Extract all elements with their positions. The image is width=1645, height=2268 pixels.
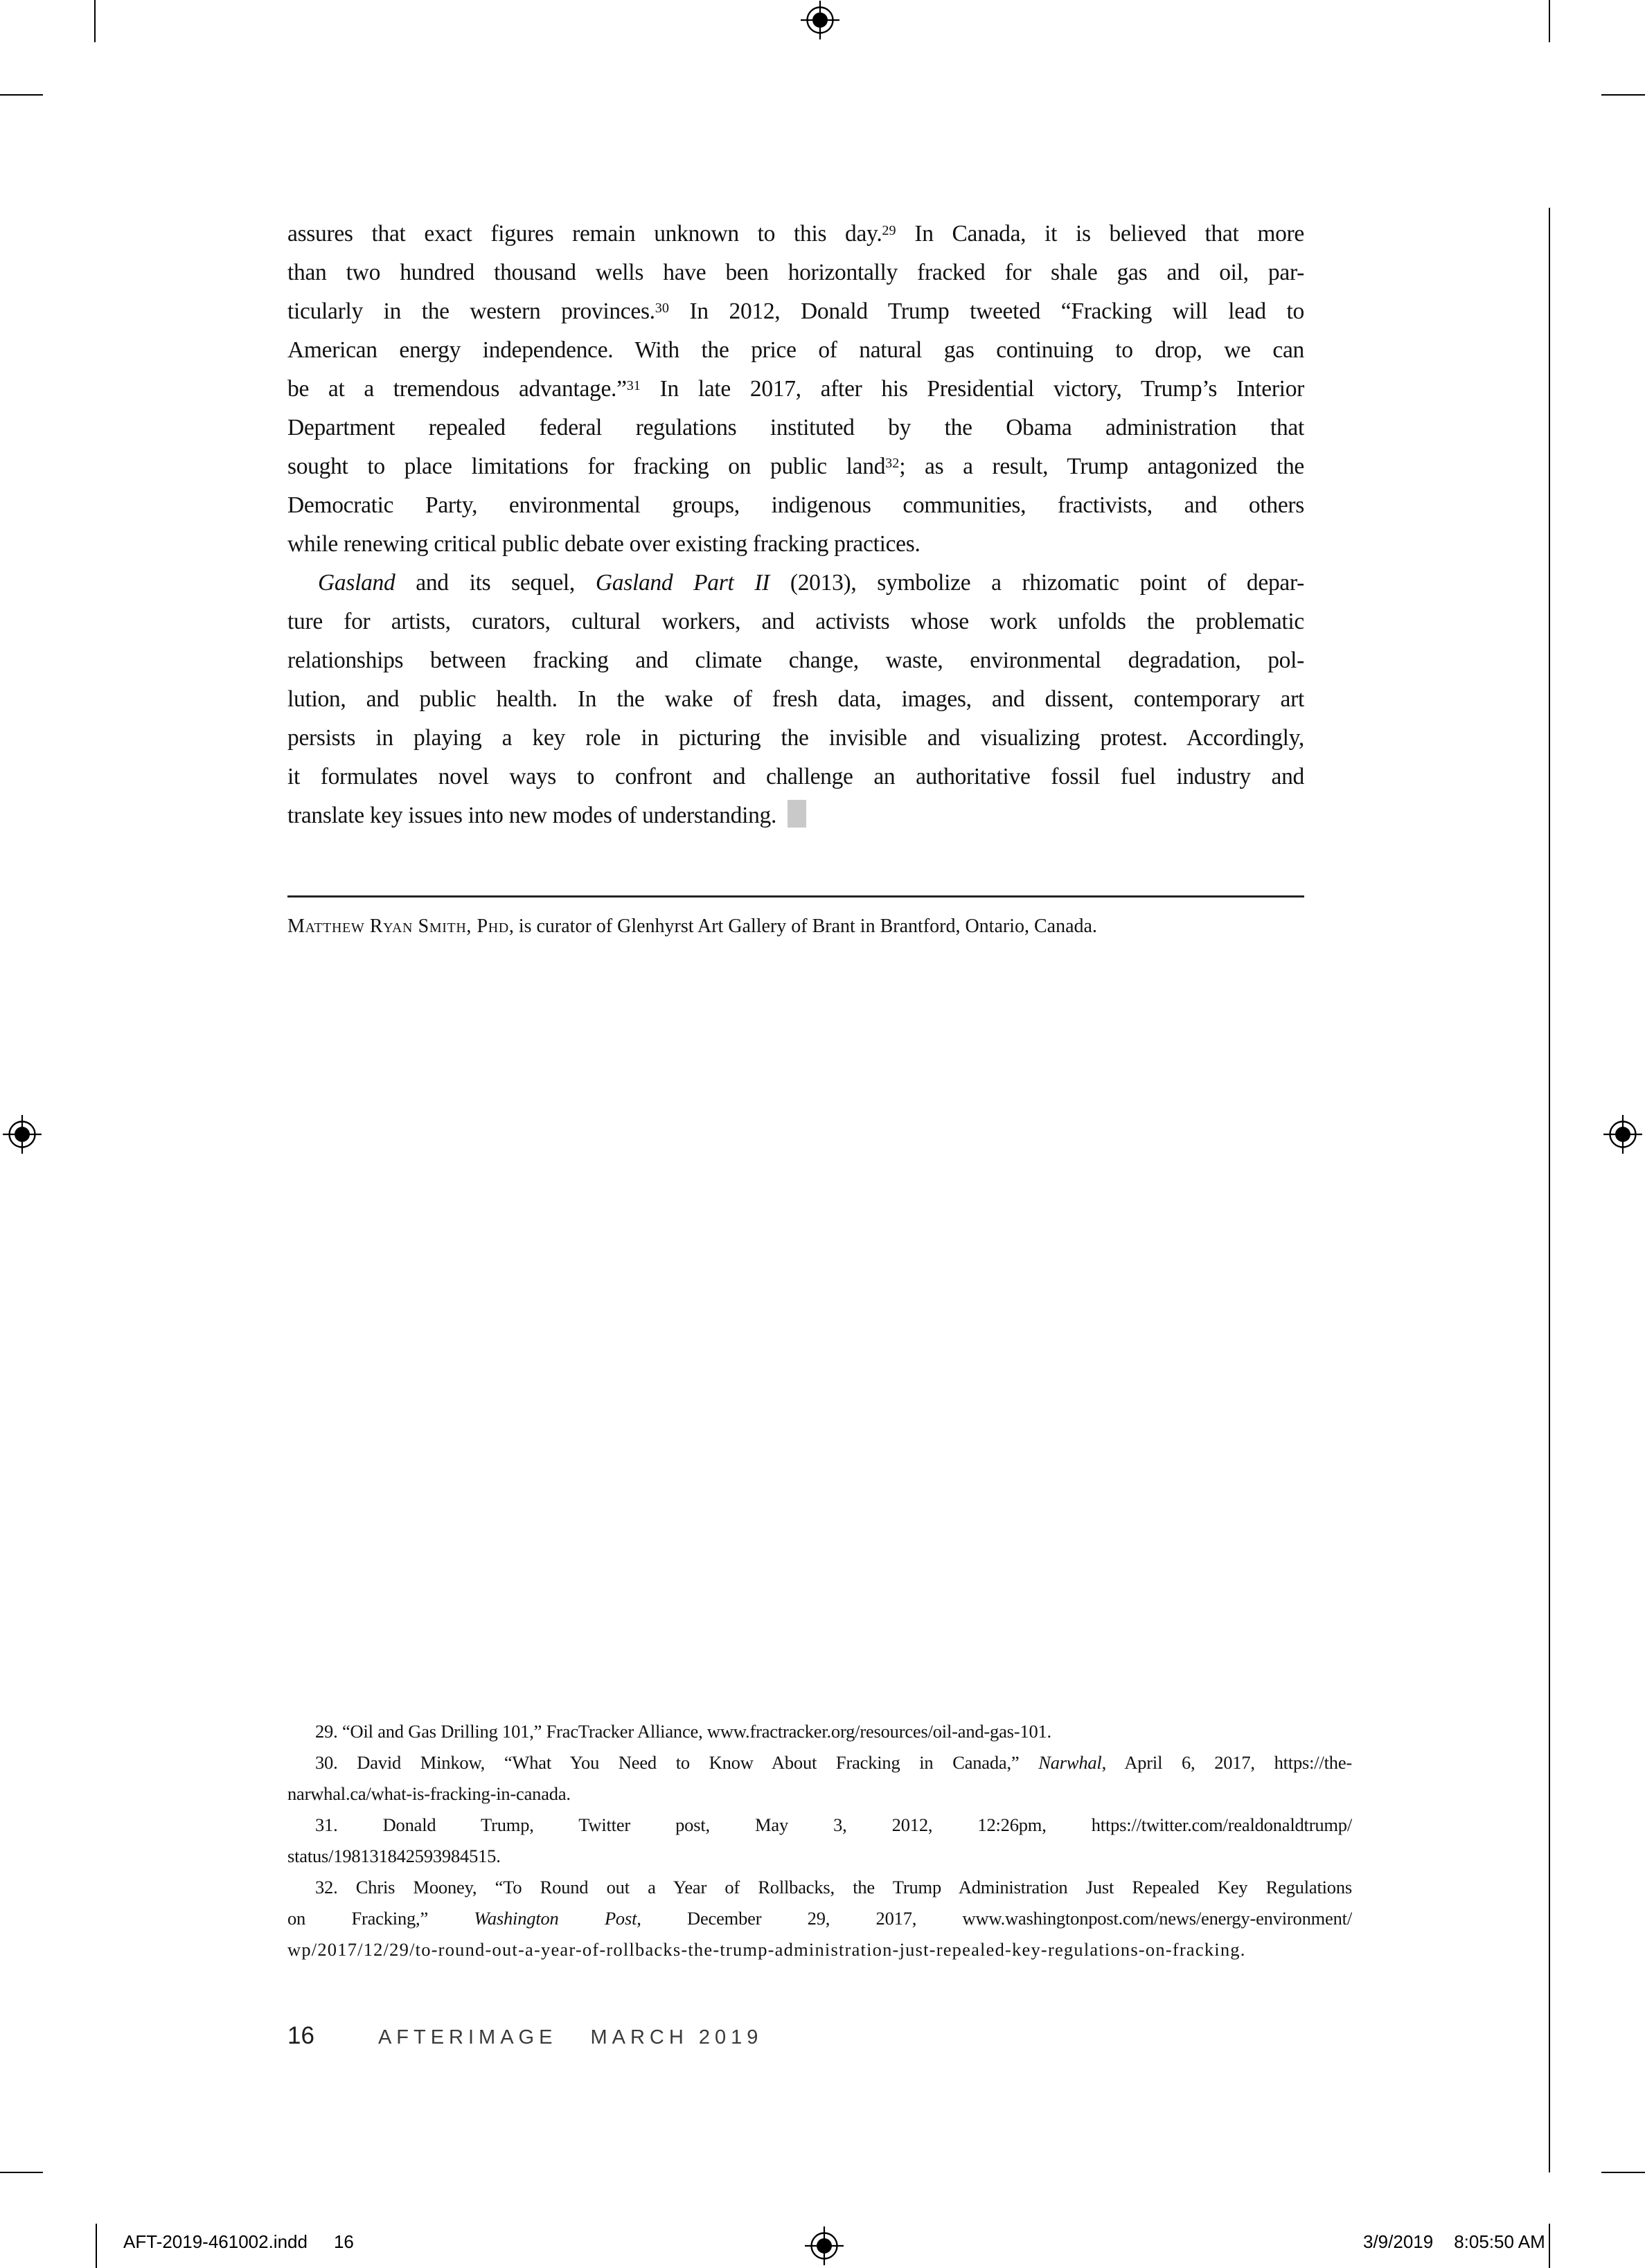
- text-run: be at a tremendous advantage.”: [287, 376, 627, 402]
- text-run: Department repealed federal regulations instituted by the Obama administration that: [287, 415, 1304, 440]
- text-line: [287, 907, 1304, 946]
- text-run: , December 29, 2017, www.washingtonpost.com/news/energy-environment/: [637, 1908, 1352, 1929]
- italic-text: Gasland Part II: [595, 570, 770, 596]
- magazine-name: AFTERIMAGE: [377, 2026, 558, 2048]
- text-run: ture for artists, curators, cultural workers, and activists whose work unfolds the problematic: [287, 609, 1304, 634]
- footnote-32: [287, 1872, 1352, 1965]
- text-run: it formulates novel ways to confront and challenge an authoritative fossil fuel industry and: [287, 764, 1304, 789]
- text-line: [287, 1934, 1352, 1965]
- text-run: lution, and public health. In the wake of fresh data, images, and dissent, contemporary art: [287, 686, 1304, 712]
- paragraph: [287, 564, 1304, 835]
- crop-mark-bottom-right-horizontal: [1601, 2172, 1645, 2173]
- text-line: [287, 1872, 1352, 1903]
- text-run: In Canada, it is believed that more: [896, 221, 1304, 247]
- bio-divider-rule: [287, 895, 1304, 898]
- text-run: 29. “Oil and Gas Drilling 101,” FracTracker Alliance, www.fractracker.org/resources/oil-and-gas-101.: [315, 1721, 1051, 1742]
- binding-edge-line: [1549, 208, 1550, 2172]
- footnote-ref: 29: [882, 222, 896, 238]
- text-line: [287, 641, 1304, 680]
- crop-mark-top-right-vertical: [1549, 0, 1550, 42]
- issue-date: MARCH 2019: [590, 2026, 763, 2048]
- smallcaps-text: Matthew Ryan Smith, Phd: [287, 916, 509, 937]
- text-run: relationships between fracking and climate change, waste, environmental degradation, pol-: [287, 648, 1304, 673]
- text-line: [287, 447, 1304, 486]
- article-body: [287, 215, 1304, 835]
- text-line: [287, 331, 1304, 370]
- end-of-article-marker-icon: [788, 800, 806, 828]
- text-run: narwhal.ca/what-is-fracking-in-canada.: [287, 1783, 571, 1804]
- text-line: [287, 370, 1304, 409]
- slug-time: 8:05:50 AM: [1454, 2231, 1545, 2252]
- text-run: sought to place limitations for fracking on public land: [287, 454, 886, 479]
- page-number: 16: [287, 2022, 314, 2049]
- text-run: persists in playing a key role in picturing the invisible and visualizing protest. Accordingly,: [287, 725, 1304, 751]
- italic-text: Narwhal: [1038, 1752, 1102, 1773]
- text-line: [287, 292, 1304, 331]
- registration-mark-icon: [3, 1115, 42, 1154]
- text-run: In 2012, Donald Trump tweeted “Fracking will lead to: [668, 298, 1304, 324]
- text-run: (2013), symbolize a rhizomatic point of depar-: [770, 570, 1304, 596]
- slug-line-right: [1363, 2231, 1545, 2253]
- footnotes-section: [287, 1716, 1352, 1965]
- slug-date: 3/9/2019: [1363, 2231, 1434, 2252]
- slug-page-number: 16: [333, 2231, 354, 2252]
- text-line: [287, 1716, 1352, 1747]
- slug-bracket-left: [96, 2224, 97, 2268]
- text-line: [287, 1903, 1352, 1934]
- text-run: assures that exact figures remain unknown to this day.: [287, 221, 882, 247]
- footnote-ref: 31: [626, 377, 641, 393]
- text-run: , is curator of Glenhyrst Art Gallery of Brant in Brantford, Ontario, Canada.: [508, 916, 1097, 937]
- registration-mark-icon: [1603, 1115, 1642, 1154]
- text-run: ticularly in the western provinces.: [287, 298, 655, 324]
- text-run: Democratic Party, environmental groups, indigenous communities, fractivists, and others: [287, 492, 1304, 518]
- italic-text: Gasland: [318, 570, 395, 596]
- text-run: ; as a result, Trump antagonized the: [899, 454, 1304, 479]
- text-run: In late 2017, after his Presidential victory, Trump’s Interior: [640, 376, 1304, 402]
- text-line: [287, 564, 1304, 602]
- text-line: [287, 253, 1304, 292]
- text-line: [287, 1810, 1352, 1841]
- text-line: [287, 1747, 1352, 1778]
- text-line: [287, 758, 1304, 796]
- text-run: than two hundred thousand wells have been horizontally fracked for shale gas and oil, par-: [287, 260, 1304, 285]
- paragraph: [287, 215, 1304, 564]
- text-line: [287, 719, 1304, 758]
- author-bio: [287, 907, 1304, 946]
- text-run: and its sequel,: [395, 570, 596, 596]
- text-line: [287, 409, 1304, 447]
- text-line: [287, 796, 1304, 835]
- text-line: [287, 486, 1304, 525]
- text-line: [287, 1778, 1352, 1810]
- italic-text: Washington Post: [474, 1908, 637, 1929]
- crop-mark-bottom-left-horizontal: [0, 2172, 43, 2173]
- footnote-29: [287, 1716, 1352, 1747]
- text-run: translate key issues into new modes of understanding.: [287, 803, 777, 828]
- text-run: wp/2017/12/29/to-round-out-a-year-of-rollbacks-the-trump-administration-just-repealed-key-regulations-on-fracking.: [287, 1939, 1246, 1960]
- registration-mark-icon: [805, 2226, 844, 2265]
- page-footer: [287, 2022, 763, 2050]
- footnote-31: [287, 1810, 1352, 1872]
- text-run: 31. Donald Trump, Twitter post, May 3, 2012, 12:26pm, https://twitter.com/realdonaldtrump/: [315, 1814, 1352, 1835]
- text-run: while renewing critical public debate over existing fracking practices.: [287, 531, 921, 557]
- crop-mark-top-left-vertical: [94, 0, 96, 42]
- text-run: on Fracking,”: [287, 1908, 474, 1929]
- text-run: 32. Chris Mooney, “To Round out a Year of Rollbacks, the Trump Administration Just Repealed Key Regulations: [315, 1877, 1352, 1898]
- text-line: [287, 1841, 1352, 1872]
- registration-mark-icon: [801, 1, 839, 39]
- text-run: , April 6, 2017, https://the-: [1101, 1752, 1352, 1773]
- text-line: [287, 602, 1304, 641]
- text-line: [287, 215, 1304, 253]
- slug-line-left: [123, 2231, 354, 2253]
- crop-mark-top-right-horizontal: [1601, 94, 1645, 96]
- footnote-30: [287, 1747, 1352, 1810]
- text-line: [287, 680, 1304, 719]
- crop-mark-top-left-horizontal: [0, 94, 43, 96]
- text-run: 30. David Minkow, “What You Need to Know About Fracking in Canada,”: [315, 1752, 1039, 1773]
- footnote-ref: 32: [885, 455, 900, 471]
- slug-filename: AFT-2019-461002.indd: [123, 2231, 308, 2252]
- text-line: [287, 525, 1304, 564]
- text-run: American energy independence. With the price of natural gas continuing to drop, we can: [287, 337, 1304, 363]
- text-run: status/198131842593984515.: [287, 1846, 501, 1866]
- footnote-ref: 30: [655, 300, 669, 316]
- slug-bracket-right: [1549, 2224, 1550, 2268]
